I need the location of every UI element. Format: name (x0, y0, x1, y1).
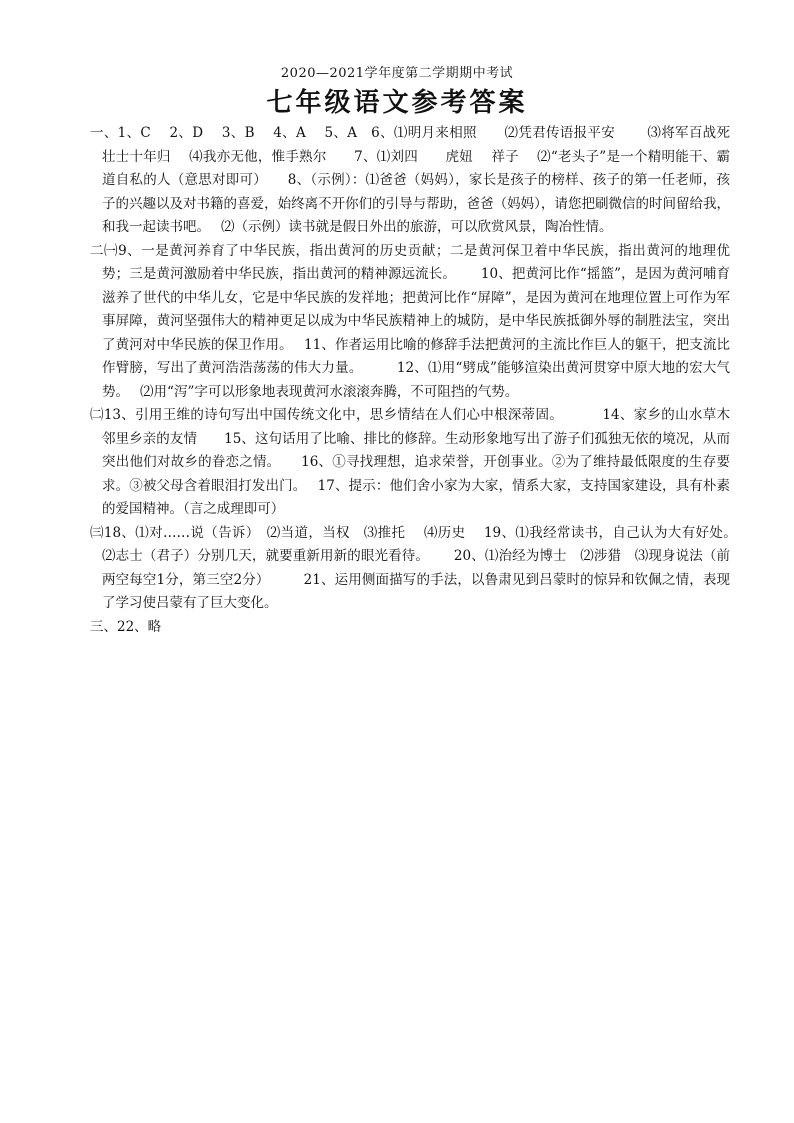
section-two-part-two (90, 404, 757, 522)
document-title: 七年级语文参考答案 (266, 88, 528, 118)
section-two-part-two-text: 13、引用王维的诗句写出中国传统文化中，思乡情结在人们心中根深蒂固。 14、家乡的山水草木 邻里乡亲的友情 15、这句话用了比喻、排比的修辞。生动形象地写出了游子们孤独无依的境况，从而突出他们对故乡的眷恋之情。 16、①寻找理想，追求荣誉，开创事业。②为了维持最低限度的生存要求。③被父母含着眼泪打发出门。 17、提示：他们舍小家为大家，情系大家，支持国家建设，具有朴素的爱国精神。（言之成理即可） (102, 407, 757, 517)
section-three-text: 22、略 (117, 618, 162, 635)
section-two-part-three (90, 522, 744, 616)
section-two-part-one-text: 9、一是黄河养育了中华民族，指出黄河的历史贡献；二是黄河保卫着中华民族，指出黄河的地理优势；三是黄河激励着中华民族，指出黄河的精神源远流长。 10、把黄河比作“摇篮”，是因为黄河哺育滋养了世代的中华儿女，它是中华民族的发祥地；把黄河比作“屏障”，是因为黄河在地理位置上可作为军事屏障，黄河坚强伟大的精神更足以成为中华民族精神上的城防，是中华民族抵御外辱的制胜法宝，突出了黄河对中华民族的保卫作用。 11、作者运用比喻的修辞手法把黄河的主流比作巨人的躯干，把支流比作臂膀，写出了黄河浩浩荡荡的伟大力量。 12、⑴用“劈成”能够渲染出黄河贯穿中原大地的宏大气势。 ⑵用“泻”字可以形象地表现黄河水滚滚奔腾，不可阻挡的气势。 (102, 242, 730, 400)
answer-content (90, 122, 757, 639)
exam-subtitle: 2020—2021学年度第二学期期中考试 (280, 66, 514, 81)
section-three-lead: 三、 (90, 618, 117, 635)
section-two-part-two-lead: ㈡ (90, 407, 104, 423)
section-two-part-one (90, 240, 730, 405)
section-two-part-one-lead: 二㈠ (90, 242, 119, 259)
section-two-part-three-text: 18、⑴对……说（告诉） ⑵当道，当权 ⑶推托 ⑷历史 19、⑴我经常读书，自己认为大有好处。 ⑵志士（君子）分别几天，就要重新用新的眼光看待。 20、⑴治经为博士 ⑵涉猎 ⑶现身说法（前两空每空1分，第三空2分） 21、运用侧面描写的手法，以鲁肃见到吕蒙时的惊异和钦佩之情，表现了学习使吕蒙有了巨大变化。 (102, 524, 744, 611)
section-one-text: 1、C 2、D 3、B 4、A 5、A 6、⑴明月来相照 ⑵凭君传语报平安 ⑶将军百战死 壮士十年归 ⑷我亦无他，惟手熟尔 7、⑴刘四 虎妞 祥子 ⑵“老头子”是一个精明能干、霸道自私的人（意思对即可） 8、（示例）：⑴爸爸（妈妈），家长是孩子的榜样、孩子的第一任老师，孩子的兴趣以及对书籍的喜爱，始终离不开你们的引导与帮助，爸爸（妈妈），请您把刷微信的时间留给我，和我一起读书吧。 ⑵（示例）读书就是假日外出的旅游，可以欣赏风景，陶冶性情。 (102, 125, 748, 235)
section-three (90, 616, 730, 640)
section-one-lead: 一、 (90, 125, 118, 141)
section-one (90, 122, 748, 240)
section-two-part-three-lead: ㈢ (90, 524, 104, 541)
